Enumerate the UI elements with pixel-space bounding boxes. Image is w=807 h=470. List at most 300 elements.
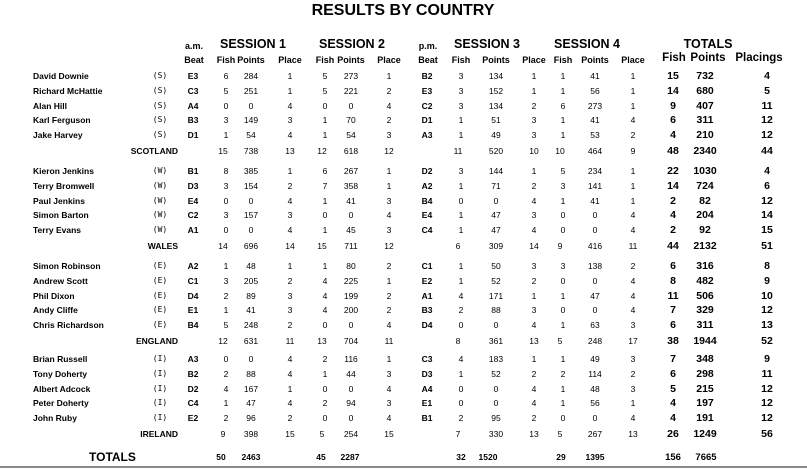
subtotal-total-placings: 52 (761, 334, 773, 347)
fish-count: 2 (458, 305, 464, 316)
angler-name: Simon Barton (33, 210, 89, 221)
points-value: 47 (246, 398, 256, 409)
country-code: (S) (152, 71, 168, 80)
subtotal-total-points: 1249 (693, 427, 717, 440)
fish-count: 1 (322, 130, 328, 141)
points-value: 56 (590, 398, 600, 409)
points-value: 251 (243, 85, 259, 96)
points-value: 0 (493, 383, 499, 394)
fish-count: 3 (458, 166, 464, 176)
angler-name: Terry Evans (33, 225, 82, 236)
place-value: 4 (287, 130, 293, 141)
fish-count: 3 (223, 180, 229, 191)
fish-count: 5 (322, 71, 328, 81)
place-value: 4 (287, 100, 293, 111)
place-value: 3 (531, 261, 537, 271)
points-value: 41 (590, 71, 600, 81)
total-fish: 14 (667, 84, 679, 97)
points-value: 171 (488, 290, 504, 301)
country-code: (E) (152, 275, 168, 285)
subtotal-points: 254 (343, 428, 359, 439)
fish-count: 5 (223, 85, 229, 96)
place-value: 4 (531, 195, 537, 206)
subtotal-place: 10 (529, 145, 539, 156)
header-fish: Fish (451, 55, 471, 65)
fish-count: 3 (458, 100, 464, 111)
country-code: (W) (152, 166, 168, 175)
total-points: 407 (696, 99, 714, 112)
angler-name: Jake Harvey (33, 130, 83, 141)
header-placings: Placings (735, 52, 783, 64)
total-fish: 2 (670, 224, 676, 237)
fish-count: 1 (560, 320, 566, 331)
total-points: 298 (696, 367, 714, 380)
country-name: IRELAND (140, 428, 178, 439)
points-value: 0 (592, 225, 598, 236)
points-value: 48 (246, 261, 256, 271)
points-value: 134 (488, 100, 504, 111)
points-value: 273 (587, 100, 603, 111)
header-beat-pm: Beat (418, 55, 438, 65)
fish-count: 3 (560, 180, 566, 191)
subtotal-place: 12 (384, 145, 394, 156)
subtotal-fish: 5 (319, 428, 325, 439)
fish-count: 1 (458, 225, 464, 236)
fish-count: 1 (560, 115, 566, 126)
subtotal-place: 11 (285, 335, 295, 346)
subtotal-fish: 15 (317, 240, 327, 251)
total-placings: 8 (764, 260, 770, 272)
points-value: 183 (488, 354, 504, 364)
points-value: 0 (493, 320, 499, 331)
fish-count: 0 (560, 305, 566, 316)
place-value: 1 (386, 180, 392, 191)
points-value: 70 (346, 115, 356, 126)
angler-name: David Downie (33, 71, 89, 81)
subtotal-place: 13 (285, 145, 295, 156)
place-value: 1 (386, 275, 392, 286)
subtotal-points: 398 (243, 428, 259, 439)
fish-count: 3 (458, 85, 464, 96)
place-value: 2 (531, 368, 537, 379)
points-value: 248 (243, 320, 259, 331)
total-fish: 6 (670, 367, 676, 380)
angler-name: John Ruby (33, 413, 77, 424)
points-value: 44 (346, 368, 356, 379)
place-value: 2 (287, 320, 293, 331)
total-fish: 4 (670, 412, 676, 425)
fish-count: 0 (322, 413, 328, 424)
country-code: (S) (152, 100, 168, 110)
angler-name: Peter Doherty (33, 398, 89, 409)
total-points: 204 (696, 209, 714, 222)
place-value: 3 (287, 210, 293, 221)
place-value: 3 (531, 130, 537, 141)
pm-beat: D1 (421, 115, 433, 126)
total-fish: 22 (667, 165, 679, 177)
am-beat: A4 (187, 100, 199, 111)
subtotal-points: 520 (488, 145, 504, 156)
subtotal-total-fish: 48 (667, 144, 679, 157)
points-value: 0 (592, 413, 598, 424)
place-value: 2 (287, 413, 293, 424)
country-name: ENGLAND (135, 335, 178, 346)
bottom-rule (0, 466, 807, 468)
am-beat: B1 (187, 166, 199, 176)
points-value: 0 (248, 100, 254, 111)
points-value: 0 (493, 195, 499, 206)
fish-count: 1 (458, 261, 464, 271)
grand-total-points-all: 7665 (695, 452, 717, 463)
subtotal-total-points: 2340 (693, 144, 717, 157)
subtotal-place: 13 (529, 428, 539, 439)
points-value: 116 (344, 354, 358, 364)
points-value: 0 (348, 413, 354, 424)
am-beat: D4 (187, 290, 199, 301)
subtotal-points: 711 (344, 240, 358, 251)
place-value: 3 (531, 305, 537, 316)
subtotal-place: 9 (630, 145, 636, 156)
country-code: (I) (152, 413, 168, 423)
angler-name: Paul Jenkins (33, 195, 85, 206)
fish-count: 0 (322, 100, 328, 111)
points-value: 0 (592, 210, 598, 221)
fish-count: 1 (560, 71, 566, 81)
place-value: 2 (386, 85, 392, 96)
place-value: 1 (386, 354, 392, 364)
points-value: 167 (243, 383, 259, 394)
place-value: 1 (531, 290, 537, 301)
subtotal-place: 12 (384, 240, 394, 251)
country-code: (S) (152, 115, 168, 125)
total-placings: 9 (764, 353, 770, 365)
points-value: 144 (488, 166, 504, 176)
grand-total-fish-all: 156 (665, 452, 681, 463)
place-value: 2 (531, 100, 537, 111)
fish-count: 8 (223, 166, 229, 176)
fish-count: 3 (223, 210, 229, 221)
country-name: WALES (147, 240, 178, 251)
pm-beat: B1 (421, 413, 433, 424)
fish-count: 4 (322, 275, 328, 286)
place-value: 3 (287, 290, 293, 301)
angler-name: Karl Ferguson (33, 115, 91, 126)
place-value: 1 (630, 180, 636, 191)
points-value: 56 (590, 85, 600, 96)
pm-beat: D2 (421, 166, 433, 176)
subtotal-total-placings: 44 (761, 144, 773, 157)
total-fish: 7 (670, 353, 676, 365)
total-placings: 14 (761, 209, 773, 222)
header-points: Points (337, 55, 365, 65)
subtotal-place: 15 (384, 428, 394, 439)
fish-count: 6 (322, 166, 328, 176)
fish-count: 0 (223, 225, 229, 236)
place-value: 3 (630, 354, 636, 364)
place-value: 1 (630, 166, 636, 176)
place-value: 1 (386, 71, 392, 81)
fish-count: 1 (560, 354, 566, 364)
angler-name: Alan Hill (33, 100, 68, 111)
fish-count: 3 (223, 115, 229, 126)
subtotal-place: 15 (285, 428, 295, 439)
am-beat: D3 (187, 180, 199, 191)
place-value: 3 (287, 115, 293, 126)
fish-count: 2 (223, 368, 229, 379)
place-value: 1 (287, 261, 293, 271)
total-points: 92 (699, 224, 711, 237)
country-code: (E) (152, 320, 168, 330)
pm-beat: A2 (421, 180, 433, 191)
header-am: a.m. (184, 41, 203, 51)
subtotal-place: 13 (529, 335, 539, 346)
place-value: 4 (531, 383, 537, 394)
place-value: 4 (287, 398, 293, 409)
country-code: (W) (152, 210, 168, 220)
fish-count: 0 (560, 413, 566, 424)
fish-count: 0 (223, 354, 229, 364)
points-value: 141 (587, 180, 603, 191)
pm-beat: E1 (421, 398, 433, 409)
pm-beat: A4 (421, 383, 433, 394)
header-fish: Fish (216, 55, 236, 65)
points-value: 225 (343, 275, 359, 286)
place-value: 4 (386, 383, 392, 394)
points-value: 221 (343, 85, 359, 96)
place-value: 2 (386, 261, 392, 271)
subtotal-total-points: 1944 (693, 334, 717, 347)
fish-count: 0 (458, 320, 464, 331)
fish-count: 0 (458, 383, 464, 394)
page-title: RESULTS BY COUNTRY (311, 2, 495, 19)
place-value: 3 (386, 130, 392, 141)
fish-count: 0 (322, 210, 328, 221)
header-total-points: Points (690, 52, 726, 64)
place-value: 4 (287, 368, 293, 379)
points-value: 96 (246, 413, 256, 424)
header-points: Points (482, 55, 510, 65)
subtotal-total-points: 2132 (693, 239, 717, 252)
points-value: 154 (243, 180, 259, 191)
points-value: 49 (590, 354, 600, 364)
points-value: 0 (348, 100, 354, 111)
grand-total-fish: 29 (556, 452, 566, 462)
fish-count: 2 (560, 368, 566, 379)
subtotal-total-placings: 56 (761, 427, 773, 440)
header-session2: SESSION 2 (319, 37, 385, 51)
subtotal-points: 738 (243, 145, 259, 156)
fish-count: 1 (322, 368, 328, 379)
fish-count: 0 (322, 320, 328, 331)
place-value: 2 (630, 368, 636, 379)
pm-beat: C3 (421, 354, 433, 364)
points-value: 385 (243, 166, 259, 176)
points-value: 134 (488, 71, 504, 81)
place-value: 4 (630, 115, 636, 126)
subtotal-fish: 5 (557, 335, 563, 346)
points-value: 47 (590, 290, 600, 301)
fish-count: 1 (223, 261, 229, 271)
country-code: (I) (152, 368, 168, 378)
fish-count: 1 (560, 85, 566, 96)
angler-name: Simon Robinson (33, 261, 101, 271)
points-value: 50 (491, 261, 501, 271)
points-value: 54 (246, 130, 256, 141)
place-value: 1 (531, 85, 537, 96)
pm-beat: A1 (421, 290, 433, 301)
points-value: 0 (248, 195, 254, 206)
total-points: 311 (696, 319, 714, 332)
country-code: (E) (152, 261, 168, 270)
am-beat: E1 (187, 305, 199, 316)
points-value: 48 (590, 383, 600, 394)
subtotal-fish: 9 (220, 428, 226, 439)
points-value: 138 (587, 261, 603, 271)
total-fish: 14 (667, 179, 679, 192)
total-placings: 5 (764, 84, 770, 97)
total-placings: 4 (764, 70, 770, 82)
place-value: 3 (531, 210, 537, 221)
total-points: 311 (696, 114, 714, 127)
subtotal-points: 309 (488, 240, 504, 251)
points-value: 88 (491, 305, 501, 316)
points-value: 0 (348, 320, 354, 331)
place-value: 4 (531, 398, 537, 409)
am-beat: D1 (187, 130, 199, 141)
subtotal-points: 704 (343, 335, 359, 346)
fish-count: 6 (223, 71, 229, 81)
subtotal-points: 618 (343, 145, 359, 156)
total-fish: 8 (670, 274, 676, 287)
country-code: (W) (152, 195, 168, 205)
total-placings: 12 (761, 382, 773, 395)
total-placings: 4 (764, 165, 770, 177)
fish-count: 1 (223, 305, 229, 316)
subtotal-points: 330 (488, 428, 504, 439)
points-value: 80 (346, 261, 356, 271)
grand-total-points: 2463 (241, 452, 261, 462)
subtotal-points: 631 (243, 335, 259, 346)
place-value: 2 (630, 130, 636, 141)
fish-count: 1 (458, 180, 464, 191)
pm-beat: A3 (421, 130, 433, 141)
place-value: 1 (630, 71, 636, 81)
total-placings: 12 (761, 304, 773, 317)
place-value: 4 (531, 225, 537, 236)
points-value: 41 (246, 305, 256, 316)
place-value: 1 (531, 354, 537, 364)
total-points: 197 (696, 397, 714, 410)
angler-name: Terry Bromwell (33, 180, 95, 191)
points-value: 0 (348, 210, 354, 221)
points-value: 49 (491, 130, 501, 141)
points-value: 114 (588, 368, 602, 379)
fish-count: 0 (223, 100, 229, 111)
subtotal-total-placings: 51 (761, 239, 773, 252)
points-value: 273 (343, 71, 359, 81)
total-fish: 6 (670, 114, 676, 127)
am-beat: C1 (187, 275, 199, 286)
place-value: 1 (531, 166, 537, 176)
subtotal-fish: 9 (557, 240, 563, 251)
points-value: 205 (243, 275, 259, 286)
angler-name: Richard McHattie (33, 85, 103, 96)
total-placings: 6 (764, 179, 770, 192)
country-code: (E) (152, 305, 168, 315)
fish-count: 1 (322, 261, 328, 271)
subtotal-total-fish: 38 (667, 334, 679, 347)
grand-total-points: 2287 (340, 452, 360, 462)
pm-beat: C1 (421, 261, 433, 271)
total-fish: 15 (667, 70, 679, 82)
country-name: SCOTLAND (130, 145, 178, 156)
place-value: 1 (630, 398, 636, 409)
country-code: (I) (152, 383, 168, 393)
points-value: 47 (491, 225, 501, 236)
place-value: 4 (630, 225, 636, 236)
header-place: Place (377, 55, 401, 65)
points-value: 0 (493, 398, 499, 409)
total-points: 191 (696, 412, 714, 425)
place-value: 4 (531, 320, 537, 331)
place-value: 2 (531, 413, 537, 424)
place-value: 3 (531, 115, 537, 126)
angler-name: Albert Adcock (33, 383, 91, 394)
points-value: 94 (346, 398, 356, 409)
grand-total-points: 1395 (585, 452, 605, 462)
total-points: 506 (696, 289, 714, 302)
points-value: 51 (491, 115, 501, 126)
subtotal-points: 464 (587, 145, 603, 156)
place-value: 2 (531, 275, 537, 286)
total-fish: 2 (670, 194, 676, 207)
subtotal-fish: 10 (555, 145, 565, 156)
pm-beat: D3 (421, 368, 433, 379)
points-value: 157 (243, 210, 259, 221)
points-value: 358 (343, 180, 359, 191)
points-value: 0 (348, 383, 354, 394)
fish-count: 1 (560, 383, 566, 394)
angler-name: Andrew Scott (33, 275, 88, 286)
total-placings: 11 (761, 367, 773, 380)
place-value: 4 (630, 290, 636, 301)
total-placings: 12 (761, 194, 773, 207)
total-points: 82 (699, 194, 711, 207)
place-value: 1 (287, 71, 293, 81)
pm-beat: B2 (421, 71, 433, 81)
points-value: 88 (246, 368, 256, 379)
points-value: 89 (246, 290, 256, 301)
am-beat: E2 (187, 413, 199, 424)
header-place: Place (621, 55, 645, 65)
country-code: (S) (152, 130, 168, 140)
fish-count: 2 (322, 354, 328, 364)
pm-beat: C4 (421, 225, 433, 236)
fish-count: 4 (322, 290, 328, 301)
header-pm: p.m. (418, 41, 438, 51)
fish-count: 3 (458, 71, 464, 81)
place-value: 4 (386, 320, 392, 331)
place-value: 2 (386, 305, 392, 316)
fish-count: 1 (560, 130, 566, 141)
total-fish: 4 (670, 129, 676, 142)
fish-count: 0 (458, 195, 464, 206)
header-fish: Fish (553, 55, 573, 65)
fish-count: 1 (458, 130, 464, 141)
fish-count: 3 (560, 261, 566, 271)
place-value: 3 (287, 305, 293, 316)
total-placings: 9 (764, 274, 770, 287)
